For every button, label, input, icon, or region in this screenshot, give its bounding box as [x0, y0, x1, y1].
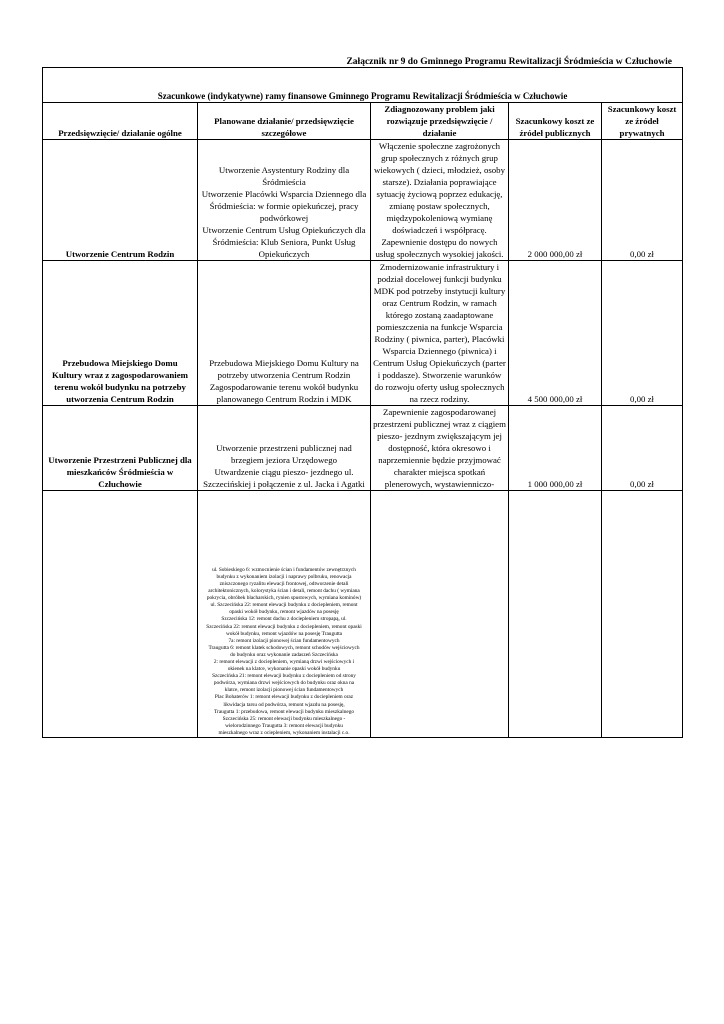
- header-general-action: Przedsięwzięcie/ działanie ogólne: [43, 103, 198, 140]
- header-text: Szacunkowy koszt: [607, 104, 677, 114]
- cell-text: Włączenie społeczne zagrożonych: [378, 141, 501, 151]
- problem-cell: [371, 261, 509, 406]
- header-text: szczegółowe: [261, 128, 307, 138]
- header-text: ze źródeł: [625, 116, 659, 126]
- cell-text: MDK pod potrzeby instytucji kultury: [373, 286, 506, 296]
- cell-text: Rodziny ( piwnica, parter), Placówki: [374, 334, 505, 344]
- cell-text: Zapewnienie dostępu do nowych: [381, 237, 498, 247]
- cell-text: podwórkowej: [259, 213, 309, 223]
- general-action-cell: [43, 491, 198, 738]
- cell-text: i poddasze). Stworzenie warunków: [377, 370, 502, 380]
- cell-text: Człuchowie: [98, 479, 142, 489]
- cell-text: Śródmieścia: w formie opiekuńczej, pracy: [209, 201, 359, 211]
- cell-text: grup społecznych z różnych grup: [381, 153, 498, 163]
- attachment-header: Załącznik nr 9 do Gminnego Programu Rewitalizacji Śródmieścia w Człuchowie: [346, 57, 672, 67]
- table-row: [43, 491, 683, 738]
- problem-cell: [371, 406, 509, 491]
- header-text: Planowane działanie/ przedsięwzięcie: [214, 116, 354, 126]
- cell-text: mieszkańców Śródmieścia w: [66, 467, 174, 477]
- cell-text: Szczecińska 25: remont elewacji budynku mieszkalnego -: [222, 715, 346, 722]
- cell-text: wielorodzinnego Traugutta 3: remont elewacji budynku: [225, 722, 343, 729]
- cell-text: Utworzenie przestrzeni publicznej nad: [216, 443, 352, 453]
- cell-text: na rzecz rodziny.: [409, 394, 470, 404]
- cell-text: Traugutta 1: przebudowa, remont elewacji budynku mieszkalnego: [214, 708, 354, 715]
- table-row: [43, 140, 683, 261]
- cell-text: budynku z wykonaniem izolacji i naprawy polbruku, renowacja: [216, 573, 352, 580]
- cell-text: charakter miejsca spotkań: [393, 467, 486, 477]
- cell-text: opaski wokół budynku, remont wjazdów na posesję: [229, 609, 339, 616]
- header-text: Zdiagnozowany problem jaki: [384, 104, 495, 114]
- public-cost-cell: [509, 491, 602, 738]
- public-cost-cell: 1 000 000,00 zł: [509, 406, 602, 491]
- cell-text: międzypokoleniową wymianę: [386, 213, 493, 223]
- header-text: prywatnych: [619, 128, 665, 138]
- cell-text: Centrum Usług Opiekuńczych (parter: [373, 358, 506, 368]
- cell-text: Zapewnienie zagospodarowanej: [382, 407, 497, 417]
- cell-text: pieszo- jezdnym zwiększającym jej: [377, 431, 502, 441]
- cell-text: podwórza, wymiana drzwi wejściowych do budynku oraz okna na: [213, 680, 355, 687]
- cell-text: architektonicznych, kolorystyka ścian i detali, remont dachu ( wymiana: [208, 588, 360, 595]
- cell-text: Szczecińskiej i połączenie z ul. Jacka i Agatki: [203, 479, 365, 489]
- cell-text: usług społecznych wysokiej jakości.: [375, 249, 504, 259]
- private-cost-cell: 0,00 zł: [602, 261, 683, 406]
- cell-text: 7a: remont izolacji pionowej ścian fundamentowych: [228, 637, 340, 644]
- cell-text: planowanego Centrum Rodzin i MDK: [216, 394, 352, 404]
- cell-text: Kultury wraz z zagospodarowaniem: [52, 370, 188, 380]
- cell-text: do rozwoju oferty usług społecznych: [374, 382, 505, 392]
- header-detailed-action: [198, 103, 371, 140]
- cell-text: okienek na klatce, wykonanie opaski wokół budynku: [227, 666, 341, 673]
- cell-text: doświadczeń i współpracę.: [392, 225, 487, 235]
- header-text: rozwiązuje przedsięwzięcie /: [386, 116, 493, 126]
- cell-text: Przebudowa Miejskiego Domu: [62, 358, 178, 368]
- cell-text: utworzenia Centrum Rodzin: [66, 394, 174, 404]
- cell-text: naprzemiennie będzie przyjmować: [378, 455, 501, 465]
- cell-text: wiekowych ( dzieci, młodzież, osoby: [374, 165, 505, 175]
- table-title: Szacunkowe (indykatywne) ramy finansowe Gminnego Programu Rewitalizacji Śródmieścia w Człuchowie: [43, 68, 683, 103]
- problem-cell: [371, 491, 509, 738]
- header-text: źródeł publicznych: [519, 128, 591, 138]
- public-cost-cell: 4 500 000,00 zł: [509, 261, 602, 406]
- public-cost-cell: 2 000 000,00 zł: [509, 140, 602, 261]
- private-cost-cell: 0,00 zł: [602, 406, 683, 491]
- header-text: działanie: [422, 128, 457, 138]
- financial-framework-table: [42, 67, 683, 738]
- general-action-cell: [43, 406, 198, 491]
- cell-text: Utworzenie Placówki Wsparcia Dziennego dla: [201, 189, 367, 199]
- cell-text: pomieszczenia na funkcje Wsparcia: [376, 322, 503, 332]
- header-private-cost: [602, 103, 683, 140]
- cell-text: Utwardzenie ciągu pieszo- jezdnego ul.: [214, 467, 354, 477]
- cell-text: sytuację życiową poprzez edukację,: [376, 189, 503, 199]
- cell-text: Szczecińska 21: remont elewacji budynku z dociepleniem od strony: [212, 673, 356, 680]
- cell-text: Utworzenie Przestrzeni Publicznej dla: [48, 455, 192, 465]
- cell-text: Śródmieścia: [262, 177, 306, 187]
- table-header-row: [43, 103, 683, 140]
- detail-action-cell: [198, 140, 371, 261]
- general-action-cell: [43, 140, 198, 261]
- cell-text: 2: remont elewacji z dociepleniem, wymianą drzwi wejściowych i: [213, 658, 355, 665]
- cell-text: starsze). Działania poprawiające: [382, 177, 497, 187]
- table-row: [43, 261, 683, 406]
- detail-action-cell: [198, 261, 371, 406]
- cell-text: plenerowych, wystawienniczo-: [384, 479, 495, 489]
- detail-action-cell: [198, 491, 371, 738]
- cell-text: Wsparcia Dziennego (piwnica) i: [382, 346, 497, 356]
- general-action-cell: [43, 261, 198, 406]
- cell-text: klatce, remont izolacji pionowej ścian fundamentowych: [224, 687, 344, 694]
- cell-text: Zmodernizowanie infrastruktury i: [379, 262, 500, 272]
- cell-text: Szczecińska 12: remont dachu z dociepleniem stropapą, ul.: [221, 616, 347, 623]
- cell-text: Przebudowa Miejskiego Domu Kultury na: [209, 358, 359, 368]
- cell-text: dostępność, która okresowo i: [388, 443, 491, 453]
- cell-text: mieszkalnego wraz z ociepleniem, wykonaniem instalacji c.o.: [218, 729, 350, 736]
- cell-text: do budynku oraz wykonanie zadaszeń Szczecińska: [230, 651, 338, 658]
- cell-text: likwidacja tarsu od podwórza, remont wjazdu na posesję,: [223, 701, 345, 708]
- cell-text: pokrycia, obróbek blacharskich, rynien spustowych, wymiana kominów): [206, 595, 362, 602]
- cell-text: przestrzeni publicznej wraz z ciągiem: [373, 419, 506, 429]
- cell-text: podział docelowej funkcji budynku: [377, 274, 502, 284]
- cell-text: Śródmieścia: Klub Seniora, Punkt Usług: [212, 237, 356, 247]
- cell-text: ul. Szczecińska 22: remont elewacji budynku z dociepleniem, remont: [210, 602, 358, 609]
- cell-text: ul. Sobieskiego 6: wzmocnienie ścian i fundamentów zewnętrznych: [212, 566, 356, 573]
- cell-text: Szczecińska 22: remont elewacji budynku z dociepleniem, remont opaski: [206, 623, 362, 630]
- cell-text: Opiekuńczych: [258, 249, 310, 259]
- table-row: [43, 406, 683, 491]
- header-public-cost: [509, 103, 602, 140]
- detail-action-cell: [198, 406, 371, 491]
- cell-text: Utworzenie Centrum Usług Opiekuńczych dla: [202, 225, 366, 235]
- header-text: Szacunkowy koszt ze: [515, 116, 595, 126]
- problem-cell: [371, 140, 509, 261]
- cell-text: brzegiem jeziora Urzędowego: [231, 455, 337, 465]
- table-title-row: [43, 68, 683, 103]
- cell-text: wokół budynku, remont wjazdów na posesję Traugutta: [225, 630, 343, 637]
- detail-small-text: [199, 567, 369, 737]
- private-cost-cell: 0,00 zł: [602, 140, 683, 261]
- cell-text: Utworzenie Asystentury Rodziny dla: [218, 165, 350, 175]
- cell-text: Plac Bohaterów 1: remont elewacji budynku z dociepleniem oraz: [214, 694, 354, 701]
- cell-text: Utworzenie Centrum Rodzin: [65, 249, 175, 259]
- cell-text: Zagospodarowanie terenu wokół budynku: [209, 382, 359, 392]
- cell-text: terenu wokół budynku na potrzeby: [54, 382, 186, 392]
- cell-text: którego zostaną zaadaptowane: [385, 310, 494, 320]
- cell-text: oraz Centrum Rodzin, w ramach: [382, 298, 497, 308]
- header-problem: [371, 103, 509, 140]
- cell-text: zmianę postaw społecznych,: [389, 201, 490, 211]
- cell-text: Traugutta 6: remont klatek schodowych, remont schodów wejściowych: [208, 644, 360, 651]
- cell-text: zniszczonego ryzalitu elewacji frontowej, odtworzenie detali: [219, 580, 349, 587]
- private-cost-cell: [602, 491, 683, 738]
- cell-text: potrzeby utworzenia Centrum Rodzin: [217, 370, 351, 380]
